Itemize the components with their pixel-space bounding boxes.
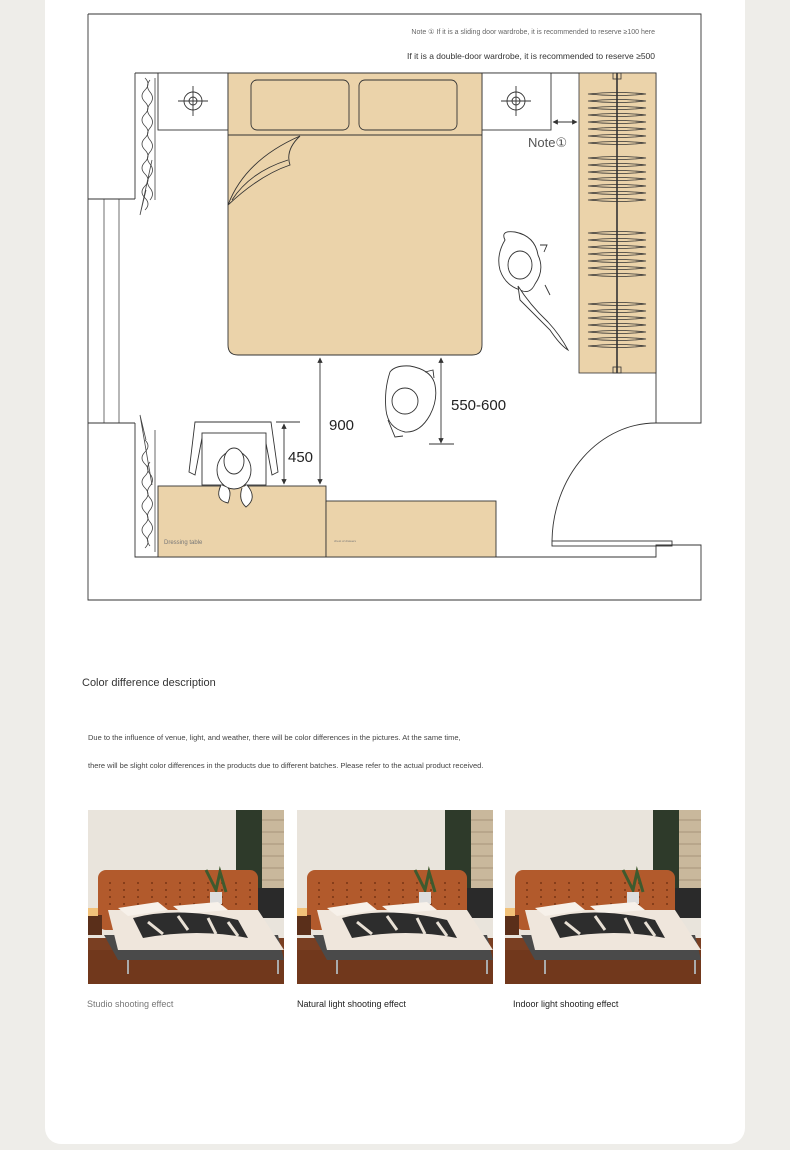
caption-natural-light: Natural light shooting effect <box>297 999 406 1009</box>
caption-indoor-light: Indoor light shooting effect <box>513 999 619 1009</box>
caption-studio: Studio shooting effect <box>87 999 174 1009</box>
nightstand-left <box>158 73 228 130</box>
wardrobe <box>579 73 656 373</box>
description-line-1: Due to the influence of venue, light, and weather, there will be color differences in the pictures. At the same time, <box>88 733 461 742</box>
door <box>552 423 672 546</box>
bed <box>228 73 482 355</box>
dim-900-label: 900 <box>329 417 355 434</box>
section-title: Color difference description <box>82 677 216 689</box>
bed-photo-indoor-light <box>505 810 701 984</box>
note-line-1: Note ① If it is a sliding door wardrobe, it is recommended to reserve ≥100 here <box>411 29 655 36</box>
dim-450-label: 450 <box>288 449 314 466</box>
dressing-table-label: Dressing table <box>164 540 203 546</box>
side-cabinet-label: chest of drawers <box>334 539 357 543</box>
bed-photo-natural-light <box>297 810 493 984</box>
note-marker: Note① <box>528 135 568 150</box>
curtain-bottom <box>140 415 155 552</box>
description-line-2: there will be slight color differences in the products due to different batches. Please refer to the actual product received. <box>88 761 484 770</box>
curtain-top <box>140 78 155 215</box>
nightstand-right <box>482 73 551 130</box>
side-cabinet <box>326 501 496 557</box>
note-line-2: If it is a double-door wardrobe, it is recommended to reserve ≥500 <box>407 51 655 61</box>
bed-photo-studio <box>88 810 284 984</box>
dim-550-600-label: 550-600 <box>451 397 507 414</box>
person-standing-icon <box>386 366 436 437</box>
person-walking-icon <box>499 232 568 350</box>
